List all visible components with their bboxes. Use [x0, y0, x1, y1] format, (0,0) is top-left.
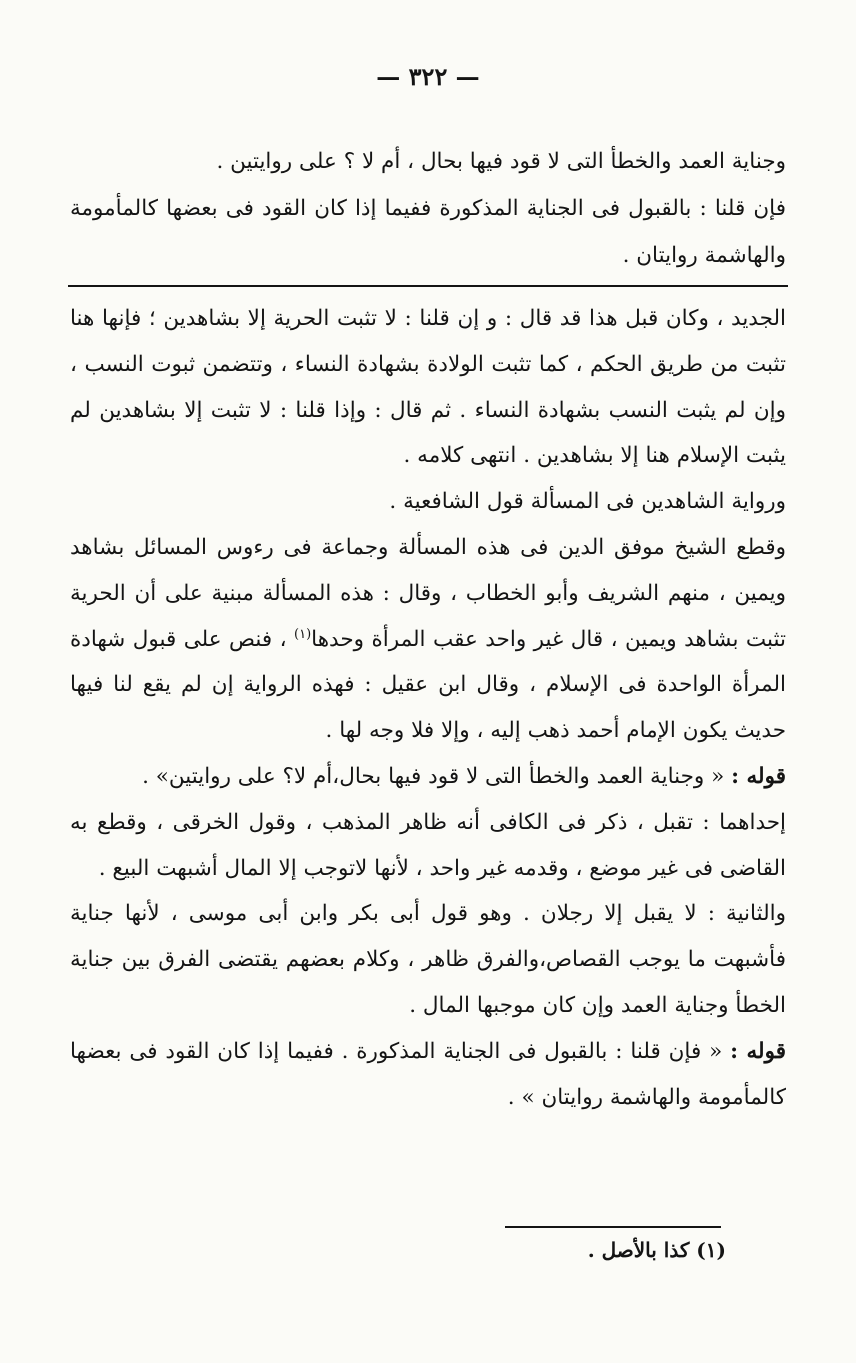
commentary-paragraph-3 — [70, 525, 786, 754]
commentary-paragraph-7 — [70, 1029, 786, 1121]
quoted-text: « وجناية العمد والخطأ التى لا قود فيها بحال،أم لا؟ على روايتين» . — [142, 763, 732, 789]
commentary-paragraph-6: والثانية : لا يقبل إلا رجلان . وهو قول أبى بكر وابن أبى موسى ، لأنها جناية فأشبهت ما يوجب القصاص،والفرق ظاهر ، وكلام بعضهم يقتضى الفرق بين جناية الخطأ وجناية العمد وإن كان موجبها المال . — [70, 901, 786, 1018]
upper-paragraph-1: وجناية العمد والخطأ التى لا قود فيها بحال ، أم لا ؟ على روايتين . — [216, 149, 786, 174]
page-number: — ٣٢٢ — — [376, 62, 480, 91]
section-divider-line — [68, 285, 788, 287]
commentary-paragraph-5: إحداهما : تقبل ، ذكر فى الكافى أنه ظاهر المذهب ، وقول الخرقى ، وقطع به القاضى فى غير موضع ، وقدمه غير واحد ، لأنها لاتوجب إلا المال أشبهت البيع . — [70, 809, 786, 881]
upper-paragraph-2: فإن قلنا : بالقبول فى الجناية المذكورة ففيما إذا كان القود فى بعضها كالمأمومة والهاشمة روايتان . — [70, 196, 786, 268]
paragraph-3-text-b: ، فنص على قبول شهادة المرأة الواحدة فى الإسلام ، وقال ابن عقيل : فهذه الرواية إن لم يقع لنا فيها حديث يكون الإمام أحمد ذهب إليه ، وإلا فلا وجه لها . — [70, 626, 786, 744]
commentary-paragraph-4 — [70, 754, 786, 800]
commentary-text-block — [70, 296, 786, 1120]
upper-text-block — [70, 138, 786, 279]
commentary-paragraph-1: الجديد ، وكان قبل هذا قد قال : و إن قلنا : لا تثبت الحرية إلا بشاهدين ؛ فإنها هنا تثبت من طريق الحكم ، كما تثبت الولادة بشهادة النساء ، وتتضمن ثبوت النسب ، وإن لم يثبت النسب بشهادة النساء . ثم قال : وإذا قلنا : لا تثبت إلا بشاهدين لم يثبت الإسلام هنا إلا بشاهدين . انتهى كلامه . — [70, 306, 786, 469]
quote-lead-label: قوله : — [730, 1038, 786, 1064]
footnote: (١) كذا بالأصل . — [587, 1238, 726, 1262]
paragraph-3-text-a: وقطع الشيخ موفق الدين فى هذه المسألة وجماعة فى رءوس المسائل بشاهد ويمين ، منهم الشريف وأبو الخطاب ، وقال : هذه المسألة مبنية على أن الحرية تثبت بشاهد ويمين ، قال غير واحد عقب المرأة وحدها — [70, 534, 787, 652]
quote-lead-label: قوله : — [731, 763, 786, 789]
quoted-text: « فإن قلنا : بالقبول فى الجناية المذكورة . ففيما إذا كان القود فى بعضها كالمأمومة والهاشمة روايتان » . — [70, 1038, 786, 1110]
footnote-divider-line — [505, 1226, 721, 1228]
commentary-paragraph-2: ورواية الشاهدين فى المسألة قول الشافعية . — [389, 489, 786, 515]
footnote-reference: (١) — [294, 626, 312, 642]
